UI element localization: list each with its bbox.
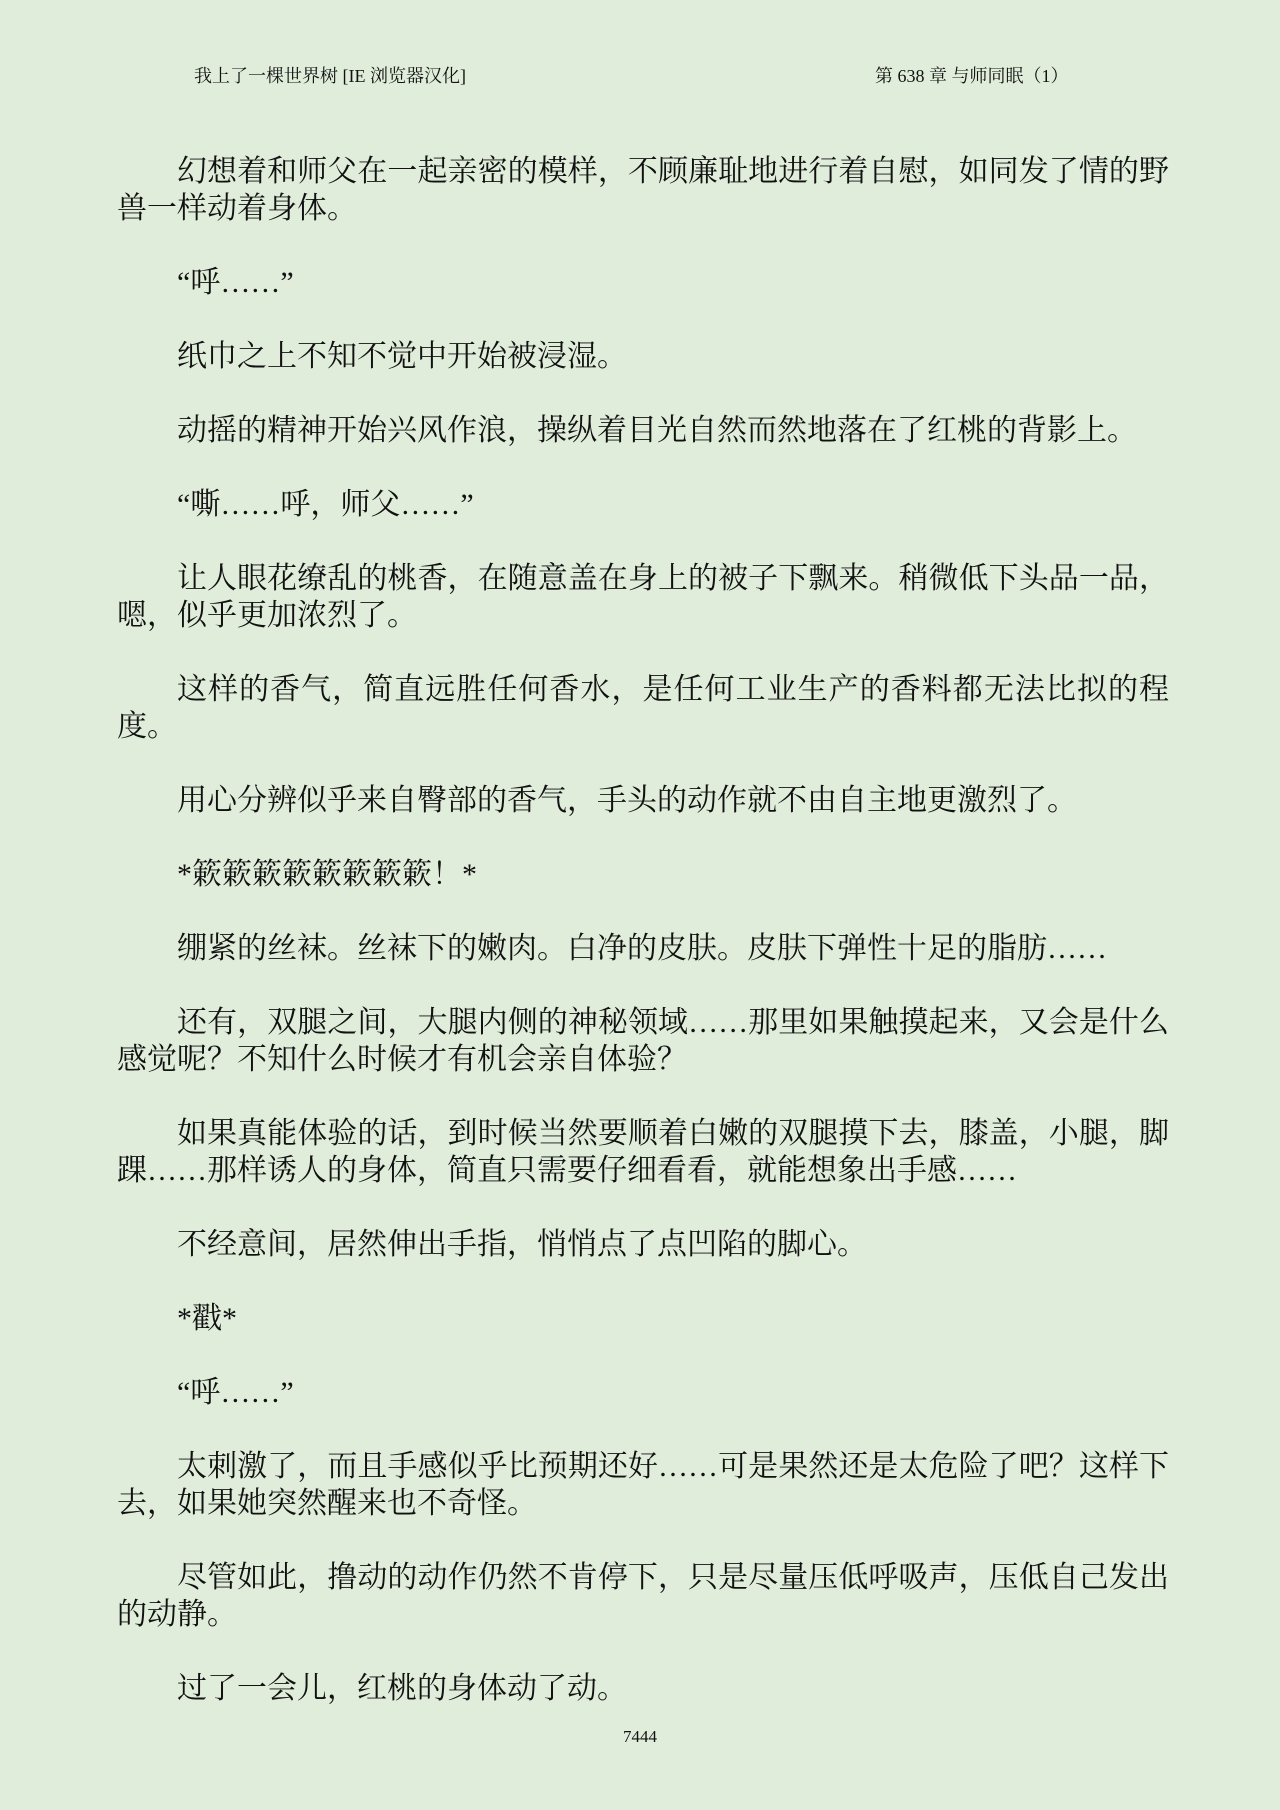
header-chapter-title: 第 638 章 与师同眠（1） bbox=[875, 66, 1069, 86]
header-book-title: 我上了一棵世界树 [IE 浏览器汉化] bbox=[194, 66, 466, 86]
paragraph: 让人眼花缭乱的桃香，在随意盖在身上的被子下飘来。稍微低下头品一品，嗯，似乎更加浓烈了。 bbox=[117, 562, 1169, 632]
paragraph: *戳* bbox=[177, 1302, 237, 1335]
paragraph: 还有，双腿之间，大腿内侧的神秘领域……那里如果触摸起来，又会是什么感觉呢？不知什么时候才有机会亲自体验？ bbox=[117, 1006, 1169, 1076]
page-body bbox=[117, 153, 1169, 1744]
page-number: 7444 bbox=[623, 1727, 657, 1746]
paragraph: “呼……” bbox=[177, 266, 294, 299]
paragraph: “呼……” bbox=[177, 1376, 294, 1409]
paragraph: “嘶……呼，师父……” bbox=[177, 488, 474, 521]
paragraph: 不经意间，居然伸出手指，悄悄点了点凹陷的脚心。 bbox=[177, 1228, 867, 1261]
paragraph: 用心分辨似乎来自臀部的香气，手头的动作就不由自主地更激烈了。 bbox=[177, 784, 1077, 817]
paragraph: 纸巾之上不知不觉中开始被浸湿。 bbox=[177, 340, 627, 373]
paragraph: 动摇的精神开始兴风作浪，操纵着目光自然而然地落在了红桃的背影上。 bbox=[177, 414, 1137, 447]
paragraph: 这样的香气，简直远胜任何香水，是任何工业生产的香料都无法比拟的程度。 bbox=[117, 673, 1169, 743]
paragraph: 太刺激了，而且手感似乎比预期还好……可是果然还是太危险了吧？这样下去，如果她突然醒来也不奇怪。 bbox=[117, 1450, 1169, 1520]
paragraph: 尽管如此，撸动的动作仍然不肯停下，只是尽量压低呼吸声，压低自己发出的动静。 bbox=[117, 1561, 1169, 1631]
paragraph: 绷紧的丝袜。丝袜下的嫩肉。白净的皮肤。皮肤下弹性十足的脂肪…… bbox=[177, 932, 1107, 965]
paragraph: 幻想着和师父在一起亲密的模样，不顾廉耻地进行着自慰，如同发了情的野兽一样动着身体。 bbox=[117, 155, 1169, 225]
paragraph: 如果真能体验的话，到时候当然要顺着白嫩的双腿摸下去，膝盖，小腿，脚踝……那样诱人的身体，简直只需要仔细看看，就能想象出手感…… bbox=[117, 1117, 1169, 1187]
paragraph: *簌簌簌簌簌簌簌簌！* bbox=[177, 858, 477, 891]
paragraph: 过了一会儿，红桃的身体动了动。 bbox=[177, 1672, 627, 1705]
